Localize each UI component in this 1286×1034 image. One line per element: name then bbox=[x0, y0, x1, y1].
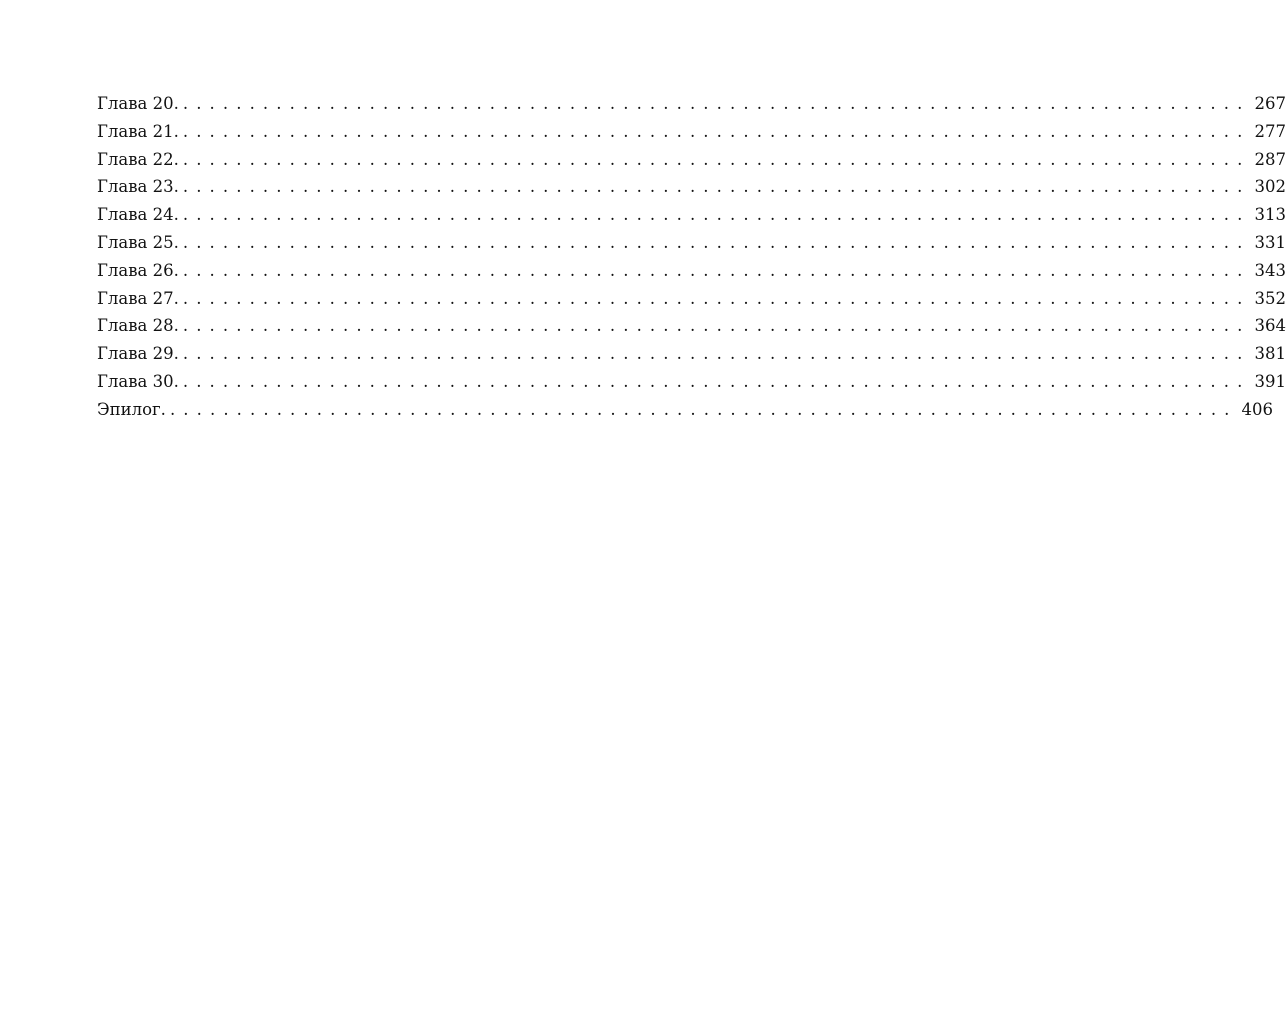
dot-leader: ................................................................................ bbox=[182, 121, 1251, 141]
toc-entry-page: 391 bbox=[1254, 371, 1286, 391]
toc-entry[interactable] bbox=[97, 229, 1286, 257]
toc-entry[interactable] bbox=[97, 340, 1286, 368]
toc-entry-title: Глава 25. bbox=[97, 232, 179, 252]
toc-entry-title: Глава 27. bbox=[97, 288, 179, 308]
toc-entry[interactable] bbox=[97, 285, 1286, 313]
toc-entry-page: 343 bbox=[1254, 260, 1286, 280]
toc-entry-page: 277 bbox=[1254, 121, 1286, 141]
toc-entry-page: 331 bbox=[1254, 232, 1286, 252]
dot-leader: ................................................................................ bbox=[182, 94, 1251, 113]
toc-entry-title: Глава 30. bbox=[97, 371, 179, 391]
toc-entry-page: 287 bbox=[1254, 149, 1286, 169]
toc-entry-page: 381 bbox=[1254, 344, 1286, 364]
dot-leader: ................................................................................ bbox=[182, 316, 1251, 336]
toc-entry[interactable] bbox=[97, 118, 1286, 146]
toc-entry-title: Глава 22. bbox=[97, 149, 179, 169]
toc-entry-page: 364 bbox=[1254, 316, 1286, 336]
dot-leader: ................................................................................ bbox=[182, 344, 1251, 364]
dot-leader: ................................................................................ bbox=[182, 232, 1251, 252]
toc-entry[interactable] bbox=[97, 257, 1286, 285]
toc-entry[interactable] bbox=[97, 146, 1286, 174]
toc-entry[interactable] bbox=[97, 312, 1286, 340]
toc-entry-title: Глава 24. bbox=[97, 205, 179, 225]
toc-entry-title: Глава 28. bbox=[97, 316, 179, 336]
table-of-contents bbox=[97, 90, 1286, 424]
toc-entry[interactable] bbox=[97, 396, 1274, 424]
toc-entry-title: Эпилог. bbox=[97, 399, 166, 419]
dot-leader: ................................................................................ bbox=[182, 177, 1251, 197]
toc-entry-page: 267 bbox=[1254, 94, 1286, 113]
dot-leader: ................................................................................ bbox=[182, 149, 1251, 169]
dot-leader: ................................................................................ bbox=[182, 205, 1251, 225]
toc-entry-title: Глава 20. bbox=[97, 94, 179, 113]
toc-entry-title: Глава 29. bbox=[97, 344, 179, 364]
dot-leader: ................................................................................ bbox=[169, 399, 1238, 419]
toc-entry-page: 406 bbox=[1241, 399, 1274, 419]
dot-leader: ................................................................................ bbox=[182, 371, 1251, 391]
toc-entry-title: Глава 26. bbox=[97, 260, 179, 280]
toc-entry-page: 302 bbox=[1254, 177, 1286, 197]
toc-entry[interactable] bbox=[97, 201, 1286, 229]
dot-leader: ................................................................................ bbox=[182, 288, 1251, 308]
toc-entry-title: Глава 23. bbox=[97, 177, 179, 197]
toc-entry[interactable] bbox=[97, 173, 1286, 201]
toc-entry[interactable] bbox=[97, 90, 1286, 118]
toc-entry-page: 352 bbox=[1254, 288, 1286, 308]
toc-entry-page: 313 bbox=[1254, 205, 1286, 225]
toc-entry-title: Глава 21. bbox=[97, 121, 179, 141]
dot-leader: ................................................................................ bbox=[182, 260, 1251, 280]
toc-entry[interactable] bbox=[97, 368, 1286, 396]
